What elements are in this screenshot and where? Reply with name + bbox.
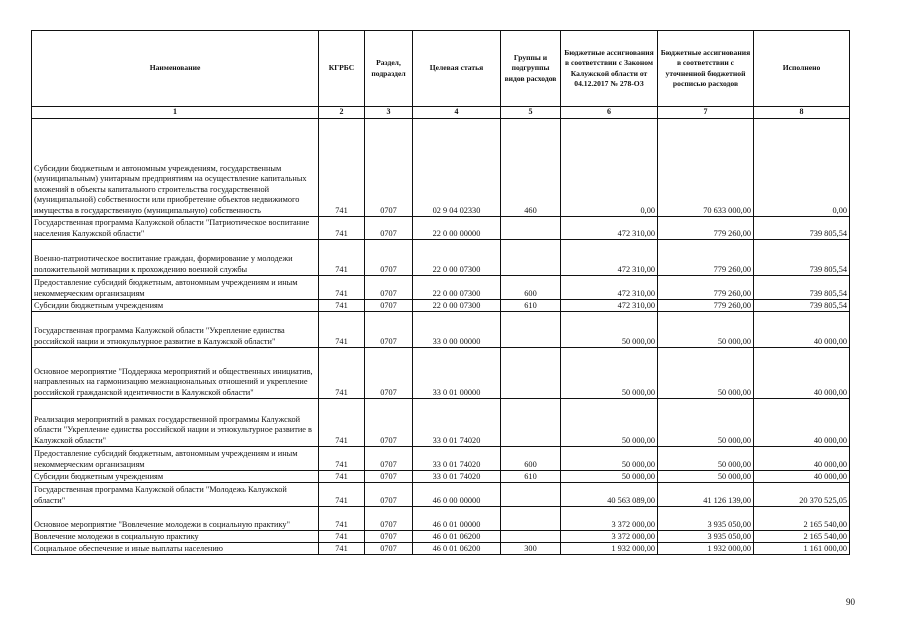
row-name: Субсидии бюджетным учреждениям <box>32 471 319 483</box>
row-refined-allocation: 50 000,00 <box>658 399 754 447</box>
table-row <box>32 119 850 217</box>
row-executed: 739 805,54 <box>754 217 850 240</box>
row-target: 33 0 01 74020 <box>413 447 501 471</box>
row-target: 46 0 01 06200 <box>413 543 501 555</box>
row-executed: 739 805,54 <box>754 300 850 312</box>
row-target: 22 0 00 07300 <box>413 276 501 300</box>
row-kgrbs: 741 <box>319 348 365 399</box>
row-kgrbs: 741 <box>319 312 365 348</box>
row-law-allocation: 472 310,00 <box>561 217 658 240</box>
row-law-allocation: 472 310,00 <box>561 276 658 300</box>
budget-table <box>31 30 850 555</box>
row-target: 33 0 01 00000 <box>413 348 501 399</box>
row-name: Субсидии бюджетным учреждениям <box>32 300 319 312</box>
row-expense-type <box>501 483 561 507</box>
column-number: 7 <box>658 107 754 119</box>
table-row <box>32 399 850 447</box>
row-executed: 2 165 540,00 <box>754 507 850 531</box>
row-expense-type: 460 <box>501 119 561 217</box>
row-law-allocation: 50 000,00 <box>561 348 658 399</box>
table-row <box>32 531 850 543</box>
column-number: 8 <box>754 107 850 119</box>
row-kgrbs: 741 <box>319 399 365 447</box>
table-row <box>32 447 850 471</box>
row-section: 0707 <box>365 217 413 240</box>
row-expense-type <box>501 348 561 399</box>
row-kgrbs: 741 <box>319 483 365 507</box>
row-executed: 40 000,00 <box>754 447 850 471</box>
row-name: Предоставление субсидий бюджетным, автономным учреждениям и иным некоммерческим организациям <box>32 276 319 300</box>
row-executed: 40 000,00 <box>754 399 850 447</box>
row-expense-type <box>501 312 561 348</box>
row-section: 0707 <box>365 483 413 507</box>
row-refined-allocation: 1 932 000,00 <box>658 543 754 555</box>
row-executed: 739 805,54 <box>754 240 850 276</box>
row-name: Основное мероприятие "Поддержка мероприятий и общественных инициатив, направленных на гармонизацию межнациональных отношений и укрепление российской гражданской идентичности в Калужской области" <box>32 348 319 399</box>
row-expense-type: 600 <box>501 276 561 300</box>
row-name: Военно-патриотическое воспитание граждан, формирование у молодежи положительной мотивации к прохождению военной службы <box>32 240 319 276</box>
row-kgrbs: 741 <box>319 543 365 555</box>
row-refined-allocation: 50 000,00 <box>658 312 754 348</box>
column-number: 5 <box>501 107 561 119</box>
row-kgrbs: 741 <box>319 276 365 300</box>
row-law-allocation: 40 563 089,00 <box>561 483 658 507</box>
row-target: 46 0 01 06200 <box>413 531 501 543</box>
table-row <box>32 471 850 483</box>
row-kgrbs: 741 <box>319 240 365 276</box>
row-target: 22 0 00 00000 <box>413 217 501 240</box>
row-expense-type <box>501 399 561 447</box>
header-refined-allocations: Бюджетные ассигнования в соответствии с уточненной бюджетной росписью расходов <box>658 31 754 107</box>
header-law-allocations: Бюджетные ассигнования в соответствии с Законом Калужской области от 04.12.2017 № 278-ОЗ <box>561 31 658 107</box>
column-number: 1 <box>32 107 319 119</box>
row-law-allocation: 50 000,00 <box>561 399 658 447</box>
row-kgrbs: 741 <box>319 447 365 471</box>
row-section: 0707 <box>365 447 413 471</box>
row-target: 33 0 01 74020 <box>413 471 501 483</box>
row-executed: 739 805,54 <box>754 276 850 300</box>
table-row <box>32 300 850 312</box>
row-executed: 2 165 540,00 <box>754 531 850 543</box>
column-number-row <box>32 107 850 119</box>
row-target: 46 0 00 00000 <box>413 483 501 507</box>
table-row <box>32 507 850 531</box>
row-kgrbs: 741 <box>319 217 365 240</box>
row-expense-type: 610 <box>501 471 561 483</box>
row-expense-type <box>501 240 561 276</box>
row-law-allocation: 50 000,00 <box>561 447 658 471</box>
row-name: Вовлечение молодежи в социальную практику <box>32 531 319 543</box>
column-number: 4 <box>413 107 501 119</box>
header-executed: Исполнено <box>754 31 850 107</box>
row-law-allocation: 1 932 000,00 <box>561 543 658 555</box>
row-refined-allocation: 41 126 139,00 <box>658 483 754 507</box>
row-refined-allocation: 779 260,00 <box>658 300 754 312</box>
row-target: 22 0 00 07300 <box>413 240 501 276</box>
row-name: Государственная программа Калужской области "Укрепление единства российской нации и этнокультурное развитие в Калужской области" <box>32 312 319 348</box>
row-kgrbs: 741 <box>319 471 365 483</box>
row-refined-allocation: 3 935 050,00 <box>658 507 754 531</box>
row-expense-type <box>501 507 561 531</box>
row-law-allocation: 3 372 000,00 <box>561 507 658 531</box>
row-kgrbs: 741 <box>319 300 365 312</box>
row-name: Предоставление субсидий бюджетным, автономным учреждениям и иным некоммерческим организациям <box>32 447 319 471</box>
row-refined-allocation: 50 000,00 <box>658 471 754 483</box>
table-row <box>32 312 850 348</box>
table-header-row <box>32 31 850 107</box>
row-name: Государственная программа Калужской области "Молодежь Калужской области" <box>32 483 319 507</box>
table-row <box>32 348 850 399</box>
row-expense-type <box>501 217 561 240</box>
row-section: 0707 <box>365 300 413 312</box>
column-number: 6 <box>561 107 658 119</box>
row-refined-allocation: 50 000,00 <box>658 348 754 399</box>
row-name: Социальное обеспечение и иные выплаты населению <box>32 543 319 555</box>
row-kgrbs: 741 <box>319 531 365 543</box>
row-law-allocation: 472 310,00 <box>561 300 658 312</box>
header-kgrbs: КГРБС <box>319 31 365 107</box>
row-section: 0707 <box>365 348 413 399</box>
column-number: 2 <box>319 107 365 119</box>
header-name: Наименование <box>32 31 319 107</box>
row-executed: 20 370 525,05 <box>754 483 850 507</box>
row-expense-type: 600 <box>501 447 561 471</box>
table-row <box>32 483 850 507</box>
row-section: 0707 <box>365 119 413 217</box>
row-refined-allocation: 779 260,00 <box>658 240 754 276</box>
row-target: 33 0 00 00000 <box>413 312 501 348</box>
row-name: Основное мероприятие "Вовлечение молодежи в социальную практику" <box>32 507 319 531</box>
row-kgrbs: 741 <box>319 119 365 217</box>
row-section: 0707 <box>365 312 413 348</box>
row-name: Субсидии бюджетным и автономным учреждениям, государственным (муниципальным) унитарным предприятиям на осуществление капитальных вложений в объекты капитального строительства государственной (муниципальной) собственности или приобретение объектов недвижимого имущества в государственную (муниципальную) собственность <box>32 119 319 217</box>
row-target: 33 0 01 74020 <box>413 399 501 447</box>
row-section: 0707 <box>365 507 413 531</box>
header-section: Раздел, подраздел <box>365 31 413 107</box>
row-executed: 40 000,00 <box>754 471 850 483</box>
row-executed: 40 000,00 <box>754 312 850 348</box>
table-row <box>32 240 850 276</box>
row-section: 0707 <box>365 531 413 543</box>
table-row <box>32 217 850 240</box>
row-expense-type: 300 <box>501 543 561 555</box>
row-name: Реализация мероприятий в рамках государственной программы Калужской области "Укрепление единства российской нации и этнокультурное развитие в Калужской области" <box>32 399 319 447</box>
row-section: 0707 <box>365 471 413 483</box>
row-refined-allocation: 70 633 000,00 <box>658 119 754 217</box>
row-expense-type <box>501 531 561 543</box>
row-section: 0707 <box>365 399 413 447</box>
row-section: 0707 <box>365 543 413 555</box>
table-row <box>32 543 850 555</box>
row-refined-allocation: 50 000,00 <box>658 447 754 471</box>
row-section: 0707 <box>365 276 413 300</box>
row-expense-type: 610 <box>501 300 561 312</box>
row-target: 22 0 00 07300 <box>413 300 501 312</box>
row-section: 0707 <box>365 240 413 276</box>
row-kgrbs: 741 <box>319 507 365 531</box>
row-executed: 40 000,00 <box>754 348 850 399</box>
row-target: 46 0 01 00000 <box>413 507 501 531</box>
page-number: 90 <box>846 597 855 607</box>
row-law-allocation: 50 000,00 <box>561 312 658 348</box>
row-executed: 0,00 <box>754 119 850 217</box>
row-target: 02 9 04 02330 <box>413 119 501 217</box>
row-executed: 1 161 000,00 <box>754 543 850 555</box>
table-row <box>32 276 850 300</box>
row-law-allocation: 0,00 <box>561 119 658 217</box>
row-refined-allocation: 779 260,00 <box>658 217 754 240</box>
header-target: Целевая статья <box>413 31 501 107</box>
row-name: Государственная программа Калужской области "Патриотическое воспитание населения Калужской области" <box>32 217 319 240</box>
column-number: 3 <box>365 107 413 119</box>
row-refined-allocation: 779 260,00 <box>658 276 754 300</box>
row-law-allocation: 50 000,00 <box>561 471 658 483</box>
row-law-allocation: 3 372 000,00 <box>561 531 658 543</box>
row-law-allocation: 472 310,00 <box>561 240 658 276</box>
header-groups: Группы и подгруппы видов расходов <box>501 31 561 107</box>
row-refined-allocation: 3 935 050,00 <box>658 531 754 543</box>
table-body <box>32 119 850 555</box>
